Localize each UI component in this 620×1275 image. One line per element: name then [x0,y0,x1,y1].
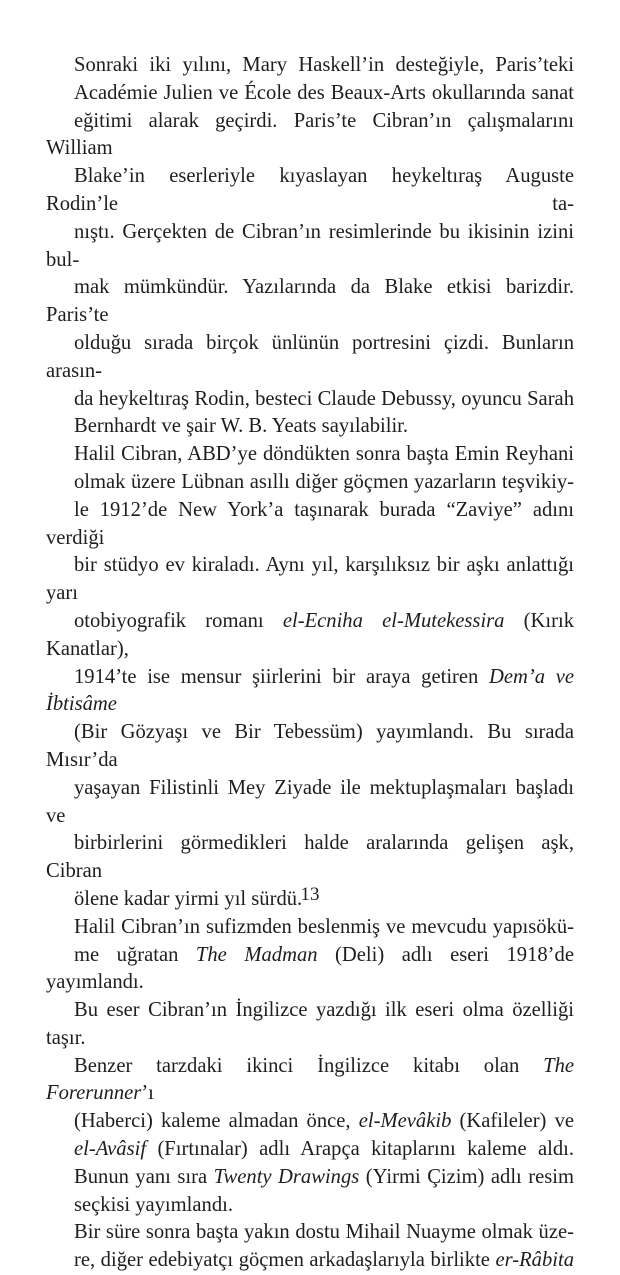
text-run: ’ı [141,1082,154,1105]
text-line [46,497,574,553]
text-line [46,1192,574,1220]
text-run: ölene kadar yirmi yıl sürdü. [74,887,303,910]
italic-title: el-Mevâkib [358,1110,452,1133]
text-run: (Fırtınalar) adlı Arapça kitaplarını kaleme aldı. [146,1138,574,1161]
text-run: Bernhardt ve şair W. B. Yeats sayılabilir. [74,415,409,438]
text-line [46,942,574,998]
text-run: (Kırık Kanatlar), [46,609,575,660]
text-line [46,830,574,886]
text-line [46,1247,574,1275]
text-run: (Yirmi Çizim) adlı resim [359,1165,574,1188]
italic-title: Dem’a ve İbtisâme [46,665,574,716]
italic-title: er-Râbita [495,1249,574,1272]
text-line [46,775,574,831]
paragraph [46,441,574,914]
text-run: nıştı. Gerçekten de Cibran’ın resimlerinde bu ikisinin izini bul- [46,220,574,271]
text-line [46,608,574,664]
italic-title: The Madman [195,943,318,966]
text-run: da heykeltıraş Rodin, besteci Claude Debussy, oyuncu Sarah [74,387,574,410]
text-line [46,1136,574,1164]
text-line [46,997,574,1053]
text-line [46,330,574,386]
text-line [46,274,574,330]
text-run: 1914’te ise mensur şiirlerini bir araya getiren [74,665,490,688]
text-line [46,1108,574,1136]
paragraph [46,52,574,441]
text-run: Bir süre sonra başta yakın dostu Mihail Nuayme olmak üze- [74,1221,574,1244]
text-run: olduğu sırada birçok ünlünün portresini çizdi. Bunların arasın- [46,331,574,382]
text-line [46,52,574,80]
text-line [46,1053,574,1109]
text-line [46,914,574,942]
text-run: me uğratan [74,943,196,966]
text-run: Blake’in eserleriyle kıyaslayan heykeltıraş Auguste Rodin’le ta- [46,165,574,215]
text-run: re, diğer edebiyatçı göçmen arkadaşlarıyla birlikte [74,1249,496,1272]
italic-title: The Forerunner [46,1054,574,1105]
text-run: bir stüdyo ev kiraladı. Aynı yıl, karşılıksız bir aşkı anlattığı yarı [46,554,574,605]
text-line [46,469,574,497]
text-run: (Deli) adlı eseri 1918’de yayımlandı. [46,943,574,994]
text-run: Bunun yanı sıra [74,1165,214,1188]
text-run: (Haberci) kaleme almadan önce, [74,1110,359,1133]
text-run: Académie Julien ve École des Beaux-Arts okullarında sanat [74,81,574,104]
text-line [46,219,574,275]
text-run: (Kafileler) ve [451,1110,575,1133]
text-line [46,664,574,720]
text-run: Sonraki iki yılını, Mary Haskell’in desteğiyle, Paris’teki [74,54,574,76]
text-line [46,108,574,164]
text-line [46,1164,574,1192]
text-line [46,80,574,108]
book-page-body [46,52,574,1275]
text-line [46,552,574,608]
text-run: olmak üzere Lübnan asıllı diğer göçmen yazarların teşvikiy- [74,470,574,493]
paragraph [46,1219,574,1275]
page-number: 13 [300,884,320,905]
text-line [46,413,574,441]
text-run: Bu eser Cibran’ın İngilizce yazdığı ilk eseri olma özelliği taşır. [46,999,574,1049]
text-run: seçkisi yayımlandı. [74,1193,233,1216]
italic-title: el-Avâsif [74,1138,147,1161]
text-run: otobiyografik romanı [74,609,283,632]
text-line [46,163,574,219]
text-run: Halil Cibran, ABD’ye döndükten sonra başta Emin Reyhani [74,443,574,466]
text-run: le 1912’de New York’a taşınarak burada “Zaviye” adını verdiği [46,498,574,549]
text-run: Benzer tarzdaki ikinci İngilizce kitabı olan [74,1054,544,1077]
text-line [46,386,574,414]
text-run: yaşayan Filistinli Mey Ziyade ile mektuplaşmaları başladı ve [46,776,574,827]
text-run: mak mümkündür. Yazılarında da Blake etkisi barizdir. Paris’te [46,276,574,327]
text-run: (Bir Gözyaşı ve Bir Tebessüm) yayımlandı. Bu sırada Mısır’da [46,721,574,771]
text-run: Halil Cibran’ın sufizmden beslenmiş ve mevcudu yapısökü- [74,915,574,938]
text-line [46,719,574,775]
text-line [46,1219,574,1247]
italic-title: Twenty Drawings [213,1165,360,1188]
text-line [46,441,574,469]
text-run: birbirlerini görmedikleri halde aralarında gelişen aşk, Cibran [46,832,574,883]
text-run: eğitimi alarak geçirdi. Paris’te Cibran’ın çalışmalarını William [46,109,574,160]
paragraph [46,914,574,1220]
italic-title: el-Ecniha el-Mutekessira [282,609,505,632]
